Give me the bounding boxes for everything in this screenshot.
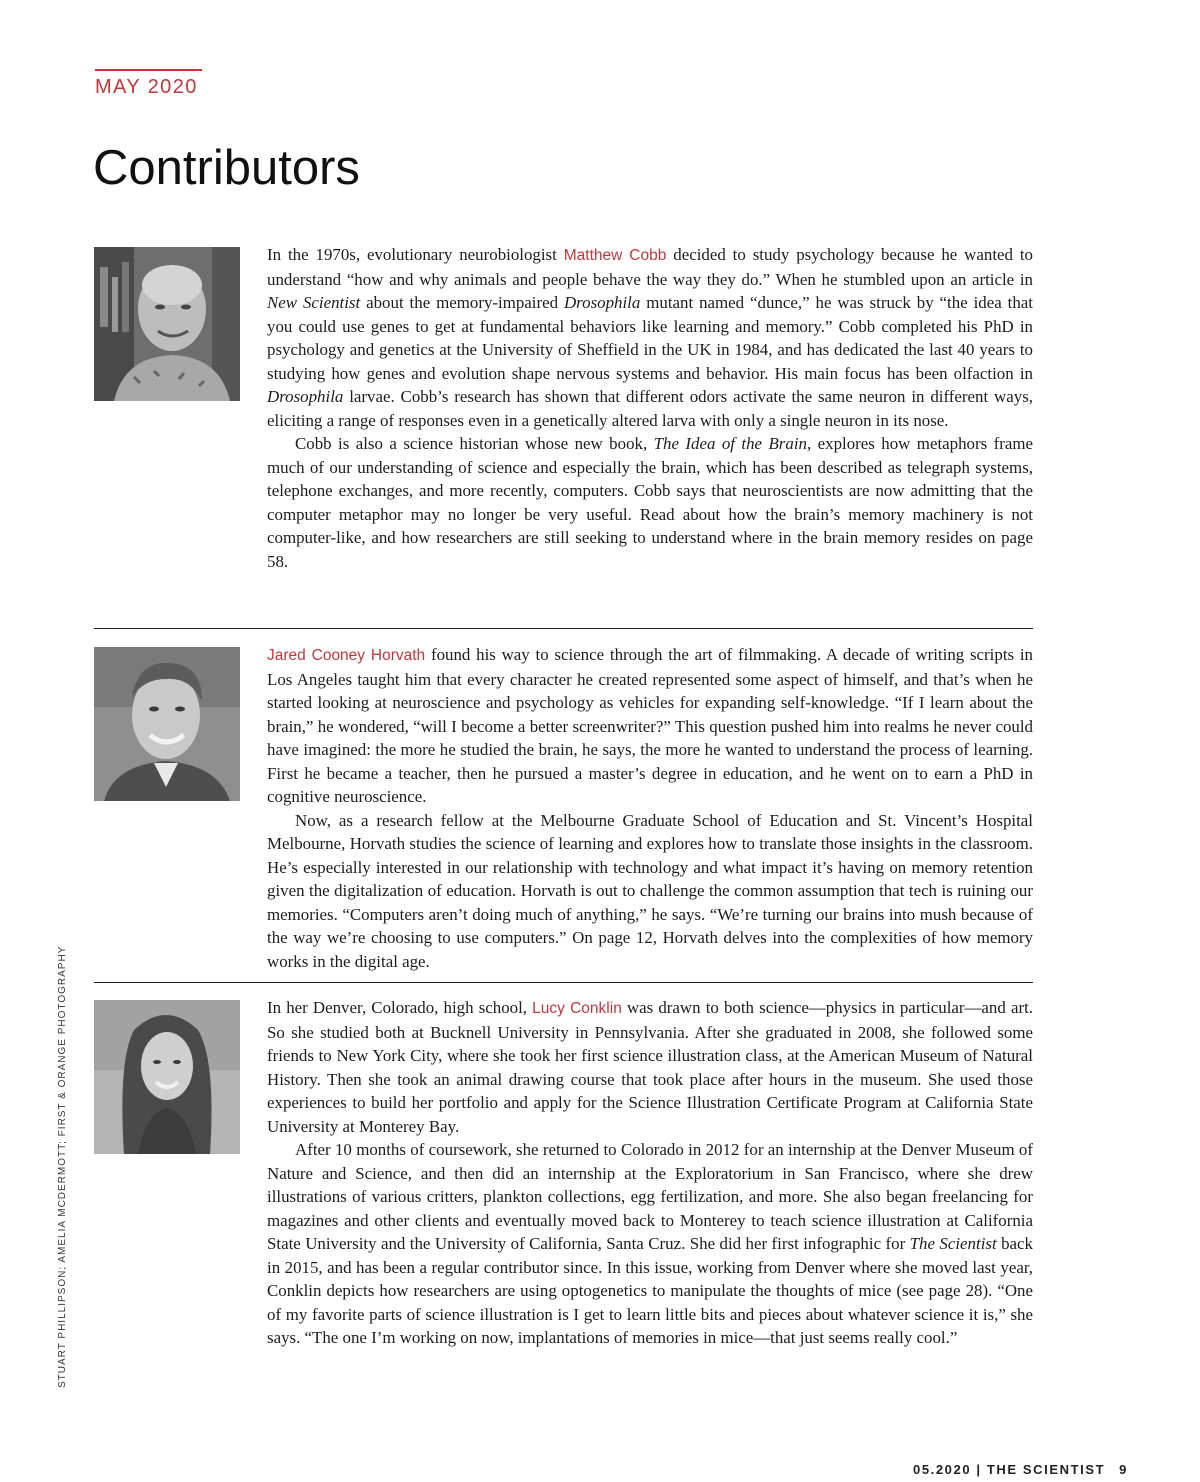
date-rule — [95, 69, 202, 71]
issue-date: MAY 2020 — [95, 76, 198, 98]
contributor-bio-conklin: In her Denver, Colorado, high school, Lucy Conklin was drawn to both science—physics in particular—and art. So she studied both at Bucknell University in Pennsylvania. After she graduated in 2008, she followed some friends to New York City, where she took her first science illustration class, at the American Museum of Natural History. Then she took an animal drawing course that took place after hours in the museum. She used those experiences to build her portfolio and apply for the Science Illustration Certificate Program at California State University at Monterey Bay. After 10 months of coursework, she returned to Colorado in 2012 for an internship at the Denver Museum of Nature and Science, and then did an internship at the Exploratorium in San Francisco, where she drew illustrations of various critters, plankton collections, egg fertilization, and more. She also began freelancing for magazines and other clients and eventually moved back to Monterey to teach science illustration at California State University and the University of California, Santa Cruz. She did her first infographic for The Scientist back in 2015, and has been a regular contributor since. In this issue, working from Denver where she moved last year, Conklin depicts how researchers are using optogenetics to manipulate the thoughts of mice (see page 28). “One of my favorite parts of science illustration is I get to learn little bits and pieces about whatever science it is,” she says. “The one I’m working on now, implantations of memories in mice—that just seems really cool.” — [267, 998, 1033, 1347]
folio-text: 05.2020 | THE SCIENTIST — [912, 1462, 1106, 1477]
contributor-name: Lucy Conklin — [532, 1000, 622, 1017]
contributor-bio-horvath: Jared Cooney Horvath found his way to science through the art of filmmaking. A decade of writing scripts in Los Angeles taught him that every character he created represented some aspect of himself, and that’s when he started looking at neuroscience and psychology as vehicles for expanding self-knowledge. “If I learn about the brain,” he wondered, “will I become a better screenwriter?” This question pushed him into realms he never could have imagined: the more he studied the brain, he says, the more he wanted to understand the process of learning. First he became a teacher, then he pursued a master’s degree in education, and he went on to earn a PhD in cognitive neuroscience. Now, as a research fellow at the Melbourne Graduate School of Education and St. Vincent’s Hospital Melbourne, Horvath studies the science of learning and explores how to translate those insights in the classroom. He’s especially interested in our relationship with technology and what impact it’s having on memory retention given the digitalization of education. Horvath is out to challenge the common assumption that tech is ruining our memories. “Computers aren’t doing much of anything,” he says. “We’re turning our brains into mush because of the way we’re choosing to use computers.” On page 12, Horvath delves into the complexities of how memory works in the digital age. — [267, 645, 1033, 971]
page-number: 9 — [1119, 1462, 1128, 1477]
contributor-photo-cobb — [94, 247, 240, 401]
section-divider — [94, 982, 1033, 983]
contributor-bio-cobb: In the 1970s, evolutionary neurobiologist Matthew Cobb decided to study psychology because he wanted to understand “how and why animals and people behave the way they do.” When he stumbled upon an article in New Scientist about the memory-impaired Drosophila mutant named “dunce,” he was struck by “the idea that you could use genes to get at fundamental behaviors like learning and memory.” Cobb completed his PhD in psychology and genetics at the University of Sheffield in the UK in 1984, and has dedicated the last 40 years to studying how genes and evolution shape nervous systems and behavior. His main focus has been olfaction in Drosophila larvae. Cobb’s research has shown that different odors activate the same neuron in different ways, eliciting a range of responses even in a genetically altered larva with only a single neuron in its nose. Cobb is also a science historian whose new book, The Idea of the Brain, explores how metaphors frame much of our understanding of science and especially the brain, which has been described as telegraph systems, telephone exchanges, and more recently, computers. Cobb says that neuroscientists are now admitting that the computer metaphor may no longer be very useful. Read about how the brain’s memory machinery is not computer-like, and how researchers are still seeking to understand where in the brain memory resides on page 58. — [267, 245, 1033, 571]
photo-credit: STUART PHILLIPSON; AMELIA MCDERMOTT; FIRST & ORANGE PHOTOGRAPHY — [57, 945, 68, 1388]
contributor-photo-conklin — [94, 1000, 240, 1154]
page-footer — [913, 1462, 1128, 1477]
contributor-name: Jared Cooney Horvath — [267, 647, 426, 664]
page-title: Contributors — [93, 141, 360, 195]
contributor-name: Matthew Cobb — [563, 247, 667, 264]
contributor-photo-horvath — [94, 647, 240, 801]
section-divider — [94, 628, 1033, 629]
